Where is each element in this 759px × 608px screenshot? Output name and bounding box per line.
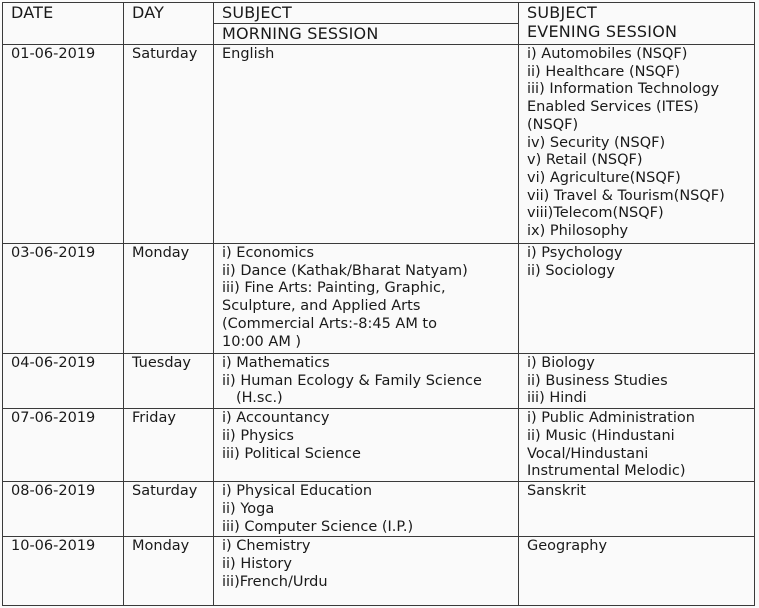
- day-cell: Monday: [124, 244, 214, 354]
- day-header: DAY: [124, 3, 214, 45]
- day-cell: Monday: [124, 537, 214, 606]
- list-item: i) Public Administration: [527, 410, 695, 427]
- table-row: [3, 244, 755, 354]
- list-item: iv) Security (NSQF): [527, 134, 666, 151]
- date-cell: 10-06-2019: [3, 537, 124, 606]
- subject-evening-header: SUBJECT EVENING SESSION: [519, 3, 755, 45]
- list-item: Enabled Services (ITES): [527, 99, 699, 116]
- list-item: Vocal/Hindustani: [527, 445, 649, 462]
- list-item: 10:00 AM ): [222, 333, 302, 350]
- list-item: (H.sc.): [236, 390, 283, 407]
- list-item: Sculpture, and Applied Arts: [222, 298, 421, 315]
- list-item: ii) Sociology: [527, 262, 615, 279]
- list-item: i) Mathematics: [222, 355, 330, 371]
- list-item: vi) Agriculture(NSQF): [527, 169, 681, 186]
- list-item: ii) History: [222, 555, 292, 572]
- list-item: ii) Business Studies: [527, 372, 668, 389]
- date-cell: 07-06-2019: [3, 409, 124, 482]
- morning-cell: English: [214, 45, 519, 244]
- list-item: i) Automobiles (NSQF): [527, 46, 688, 62]
- evening-cell: [519, 354, 755, 409]
- day-cell: Tuesday: [124, 354, 214, 409]
- table-row: [3, 45, 755, 244]
- evening-cell: [519, 244, 755, 354]
- morning-cell: [214, 537, 519, 606]
- list-item: ii) Music (Hindustani: [527, 427, 675, 444]
- list-item: ii) Physics: [222, 427, 294, 444]
- list-item: iii) Information Technology: [527, 81, 720, 98]
- list-item: ii) Human Ecology & Family Science: [222, 372, 482, 389]
- morning-cell: [214, 354, 519, 409]
- list-item: Instrumental Melodic): [527, 463, 686, 480]
- list-item: i) Psychology: [527, 245, 623, 261]
- morning-session-header: MORNING SESSION: [214, 24, 519, 45]
- list-item: iii)French/Urdu: [222, 573, 328, 590]
- list-item: viii)Telecom(NSQF): [527, 205, 664, 222]
- list-item: i) Economics: [222, 245, 315, 261]
- date-cell: 04-06-2019: [3, 354, 124, 409]
- list-item: (NSQF): [527, 116, 579, 133]
- list-item: iii) Hindi: [527, 390, 587, 407]
- morning-cell: [214, 482, 519, 537]
- list-item: ii) Healthcare (NSQF): [527, 63, 681, 80]
- evening-cell: Geography: [519, 537, 755, 606]
- list-item: vii) Travel & Tourism(NSQF): [527, 187, 725, 204]
- morning-cell: [214, 409, 519, 482]
- evening-cell: [519, 409, 755, 482]
- list-item: i) Biology: [527, 355, 595, 371]
- list-item: i) Accountancy: [222, 410, 330, 427]
- table-row: [3, 537, 755, 606]
- day-cell: Saturday: [124, 45, 214, 244]
- date-cell: 08-06-2019: [3, 482, 124, 537]
- exam-schedule-table: [2, 2, 755, 606]
- list-item: ii) Dance (Kathak/Bharat Natyam): [222, 262, 468, 279]
- list-item: i) Chemistry: [222, 538, 311, 555]
- table-row: [3, 354, 755, 409]
- list-item: (Commercial Arts:-8:45 AM to: [222, 315, 437, 332]
- list-item: ii) Yoga: [222, 500, 275, 517]
- header-row-1: [3, 3, 755, 24]
- subject-morning-header: SUBJECT: [214, 3, 519, 24]
- day-cell: Friday: [124, 409, 214, 482]
- list-item: iii) Political Science: [222, 445, 361, 462]
- morning-cell: [214, 244, 519, 354]
- evening-cell: Sanskrit: [519, 482, 755, 537]
- list-item: iii) Computer Science (I.P.): [222, 518, 414, 535]
- day-cell: Saturday: [124, 482, 214, 537]
- date-cell: 03-06-2019: [3, 244, 124, 354]
- date-header: DATE: [3, 3, 124, 45]
- table-row: [3, 409, 755, 482]
- list-item: i) Physical Education: [222, 483, 373, 500]
- table-row: [3, 482, 755, 537]
- list-item: iii) Fine Arts: Painting, Graphic,: [222, 280, 446, 297]
- list-item: v) Retail (NSQF): [527, 152, 643, 169]
- list-item: ix) Philosophy: [527, 223, 629, 240]
- evening-cell: [519, 45, 755, 244]
- date-cell: 01-06-2019: [3, 45, 124, 244]
